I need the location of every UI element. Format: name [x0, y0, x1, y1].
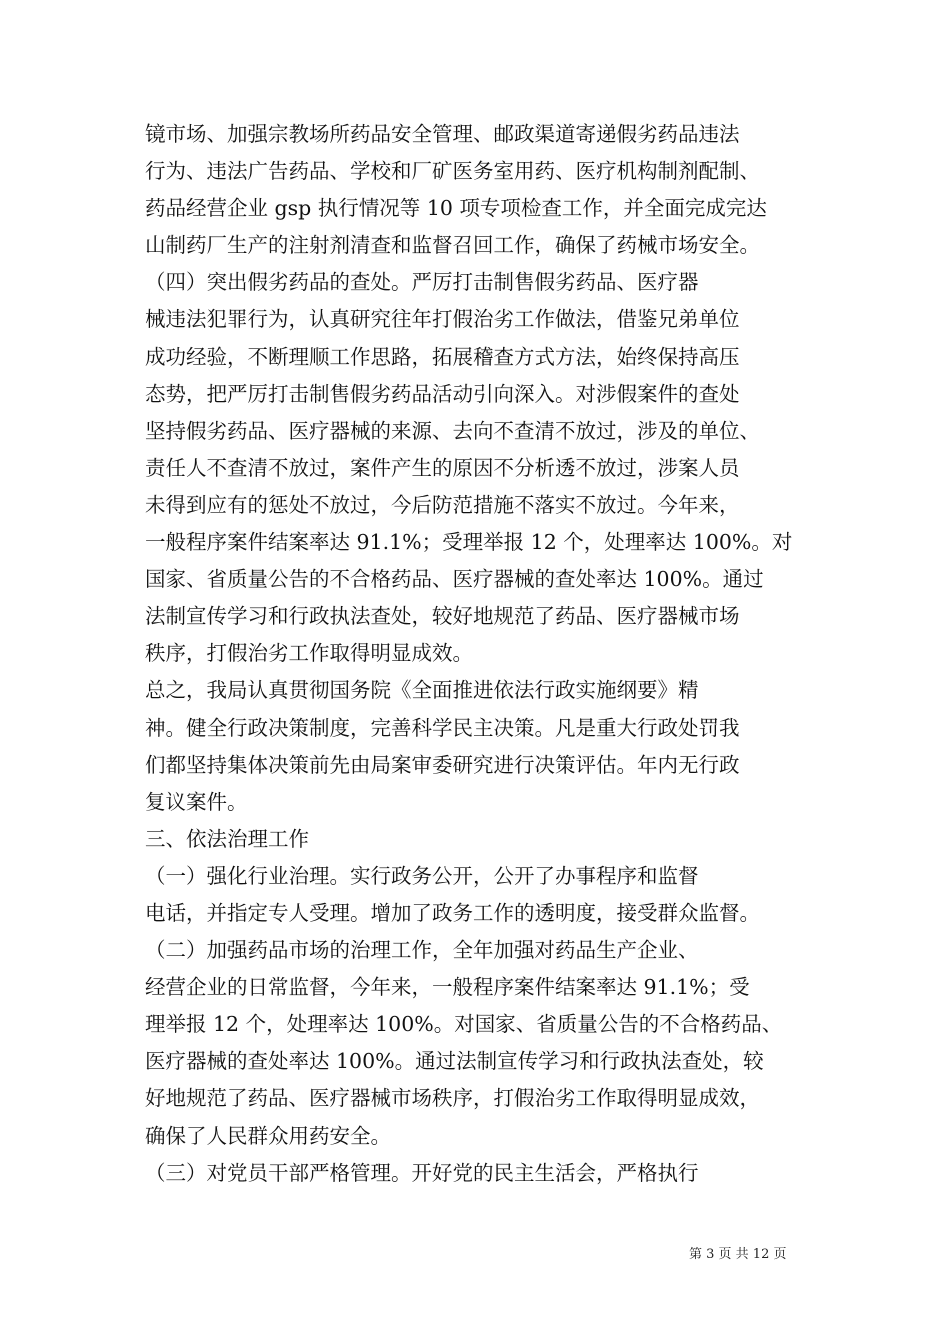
text-line: 械违法犯罪行为，认真研究往年打假治劣工作做法，借鉴兄弟单位	[145, 307, 740, 332]
section-heading: 三、依法治理工作	[145, 826, 309, 851]
text-line: 电话，并指定专人受理。增加了政务工作的透明度，接受群众监督。	[145, 900, 760, 925]
text-line: 理举报 12 个，处理率达 100%。对国家、省质量公告的不合格药品、	[145, 1012, 783, 1037]
text-line: 好地规范了药品、医疗器械市场秩序，打假治劣工作取得明显成效，	[145, 1086, 760, 1111]
text-line: 山制药厂生产的注射剂清查和监督召回工作，确保了药械市场安全。	[145, 233, 760, 258]
text-line: 医疗器械的查处率达 100%。通过法制宣传学习和行政执法查处，较	[145, 1049, 764, 1074]
text-line: （三）对党员干部严格管理。开好党的民主生活会，严格执行	[145, 1160, 699, 1185]
text-line: 未得到应有的惩处不放过，今后防范措施不落实不放过。今年来，	[145, 492, 740, 517]
document-body	[145, 116, 807, 1192]
text-line: 神。健全行政决策制度，完善科学民主决策。凡是重大行政处罚我	[145, 715, 740, 740]
text-line: 经营企业的日常监督，今年来，一般程序案件结案率达 91.1%；受	[145, 975, 750, 1000]
text-line: 总之，我局认真贯彻国务院《全面推进依法行政实施纲要》精	[145, 678, 699, 703]
text-line: （四）突出假劣药品的查处。严厉打击制售假劣药品、医疗器	[145, 270, 699, 295]
text-line: 责任人不查清不放过，案件产生的原因不分析透不放过，涉案人员	[145, 455, 740, 480]
text-line: 药品经营企业 gsp 执行情况等 10 项专项检查工作，并全面完成完达	[145, 196, 767, 221]
text-line: 镜市场、加强宗教场所药品安全管理、邮政渠道寄递假劣药品违法	[145, 122, 740, 146]
text-line: 秩序，打假治劣工作取得明显成效。	[145, 641, 473, 666]
text-line: 行为、违法广告药品、学校和厂矿医务室用药、医疗机构制剂配制、	[145, 159, 760, 184]
page-number: 第 3 页 共 12 页	[689, 1247, 787, 1262]
text-line: 一般程序案件结案率达 91.1%；受理举报 12 个，处理率达 100%。对	[145, 530, 793, 555]
text-line: 法制宣传学习和行政执法查处，较好地规范了药品、医疗器械市场	[145, 604, 740, 629]
text-line: 们都坚持集体决策前先由局案审委研究进行决策评估。年内无行政	[145, 752, 740, 777]
text-line: （一）强化行业治理。实行政务公开，公开了办事程序和监督	[145, 863, 699, 888]
text-line: （二）加强药品市场的治理工作，全年加强对药品生产企业、	[145, 938, 699, 963]
text-line: 国家、省质量公告的不合格药品、医疗器械的查处率达 100%。通过	[145, 567, 764, 592]
text-line: 态势，把严厉打击制售假劣药品活动引向深入。对涉假案件的查处	[145, 381, 740, 406]
text-line: 确保了人民群众用药安全。	[145, 1123, 391, 1148]
text-line: 成功经验，不断理顺工作思路，拓展稽查方式方法，始终保持高压	[145, 344, 740, 369]
text-line: 复议案件。	[145, 789, 248, 814]
text-line: 坚持假劣药品、医疗器械的来源、去向不查清不放过，涉及的单位、	[145, 418, 760, 443]
